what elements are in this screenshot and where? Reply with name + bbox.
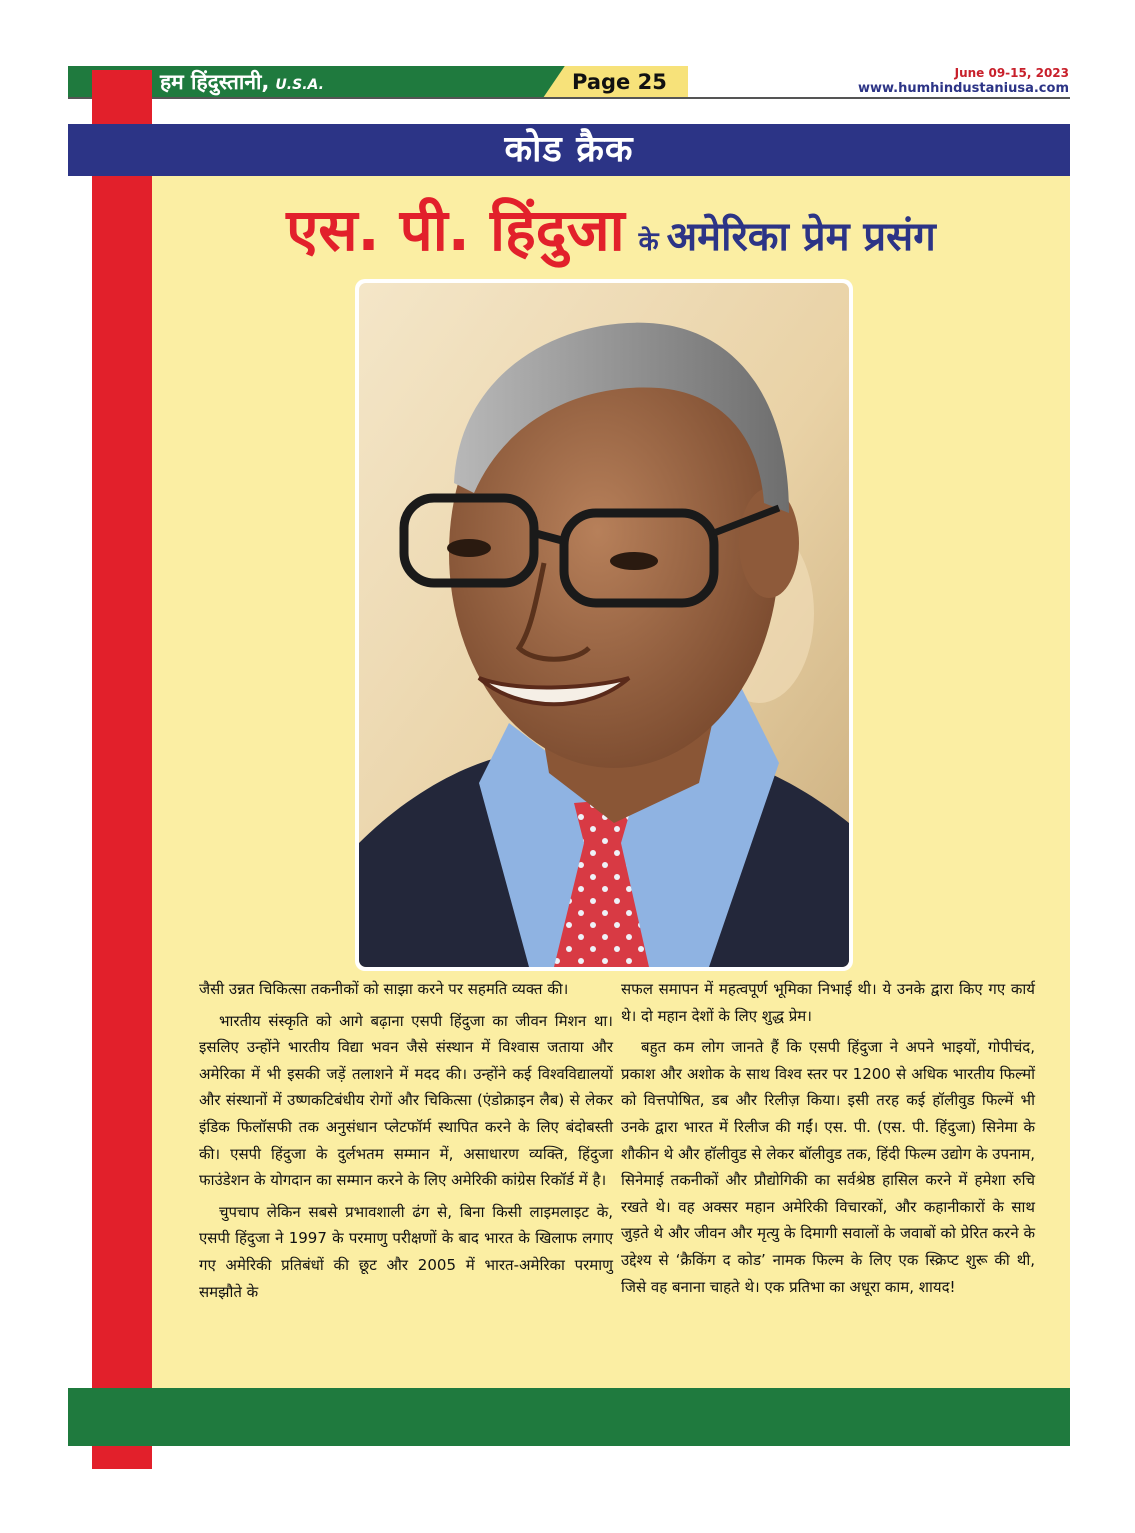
publication-title: [160, 67, 324, 97]
article-paragraph: बहुत कम लोग जानते हैं कि एसपी हिंदुजा ने अपने भाइयों, गोपीचंद, प्रकाश और अशोक के साथ विश्व स्तर पर 1200 से अधिक भारतीय फिल्मों को वित्तपोषित, डब और रिलीज़ किया। इसी तरह कई हॉलीवुड फिल्में भी उनके द्वारा भारत में रिलीज की गईं। एस. पी. (एस. पी. हिंदुजा) सिनेमा के शौकीन थे और हॉलीवुड से लेकर बॉलीवुड तक, हिंदी फिल्म उद्योग के उपनाम, सिनेमाई तकनीकों और प्रौद्योगिकी का सर्वश्रेष्ठ हासिल करने में हमेशा रुचि रखते थे। वह अक्सर महान अमेरिकी विचारकों, और कहानीकारों के साथ जुड़ते थे और जीवन और मृत्यु के दिमागी सवालों के जवाबों को प्रेरित करने के उद्देश्य से ‘क्रैकिंग द कोड’ नामक फिल्म के लिए एक स्क्रिप्ट शुरू की थी, जिसे वह बनाना चाहते थे। एक प्रतिभा का अधूरा काम, शायद!: [621, 1038, 1035, 1296]
article-paragraph: भारतीय संस्कृति को आगे बढ़ाना एसपी हिंदुजा का जीवन मिशन था। इसलिए उन्होंने भारतीय विद्या भवन जैसे संस्थान में विश्वास जताया और अमेरिका में भी इसकी जड़ें तलाशने में मदद की। उन्होंने कई विश्वविद्यालयों और संस्थानों में उष्णकटिबंधीय रोगों और चिकित्सा (एंडोक्राइन लैब) से लेकर इंडिक फिलॉसफी तक अनुसंधान प्लेटफॉर्म स्थापित करने के लिए बंदोबस्ती की। एसपी हिंदुजा के दुर्लभतम सम्मान में, असाधारण व्यक्ति, हिंदुजा फाउंडेशन के योगदान का सम्मान करने के लिए अमेरिकी कांग्रेस रिकॉर्ड में है।: [199, 1011, 613, 1190]
issue-date: June 09-15, 2023: [954, 66, 1069, 80]
left-red-strip: [92, 70, 152, 1469]
article-column-right: [621, 976, 1035, 1305]
website-link[interactable]: www.humhindustaniusa.com: [857, 81, 1069, 96]
portrait-photo: [359, 283, 849, 967]
publication-suffix: U.S.A.: [275, 77, 324, 93]
page-number: Page 25: [572, 70, 667, 94]
section-kicker: कोड क्रैक: [504, 129, 634, 170]
article-paragraph: सफल समापन में महत्वपूर्ण भूमिका निभाई थी। ये उनके द्वारा किए गए कार्य थे। दो महान देशों के लिए शुद्ध प्रेम।: [621, 980, 1035, 1025]
publication-name: हम हिंदुस्तानी,: [160, 70, 270, 94]
article-paragraph: जैसी उन्नत चिकित्सा तकनीकों को साझा करने पर सहमति व्यक्त की।: [199, 980, 569, 998]
article-column-left: [199, 976, 613, 1310]
masthead-rule: [68, 97, 1070, 99]
footer-band: [68, 1388, 1070, 1446]
headline-connector: के: [638, 227, 659, 257]
article-paragraph: चुपचाप लेकिन सबसे प्रभावशाली ढंग से, बिना किसी लाइमलाइट के, एसपी हिंदुजा ने 1997 के परमाणु परीक्षणों के बाद भारत के खिलाफ लगाए गए अमेरिकी प्रतिबंधों की छूट और 2005 में भारत-अमेरिका परमाणु समझौते के: [199, 1202, 613, 1301]
headline-rest: अमेरिका प्रेम प्रसंग: [666, 214, 936, 260]
headline-name: एस. पी. हिंदुजा: [286, 196, 625, 264]
portrait-illustration: [359, 283, 849, 967]
headline: [152, 188, 1070, 272]
